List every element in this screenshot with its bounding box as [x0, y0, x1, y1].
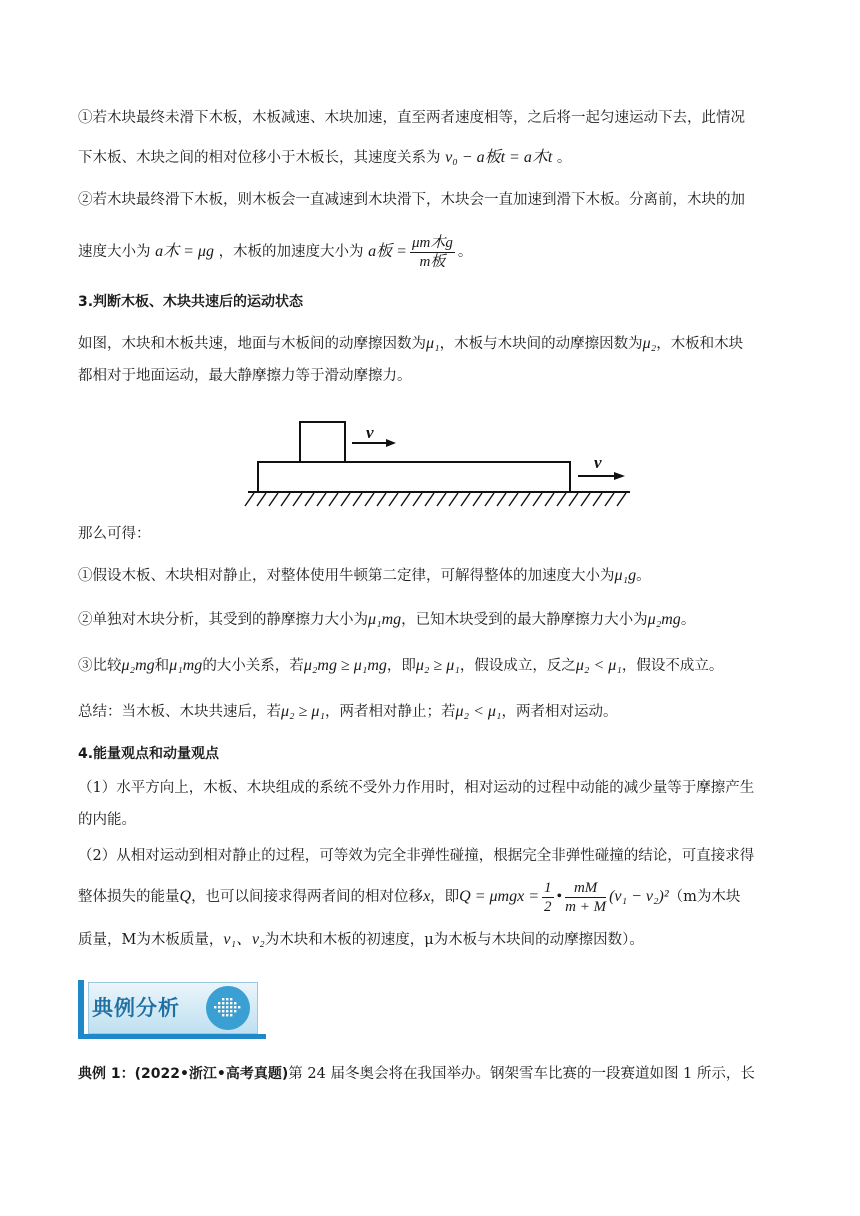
icon-dot [226, 1010, 228, 1012]
banner-left-bar [78, 980, 84, 1039]
mu2-symbol: μ₂ [642, 335, 657, 352]
section4-p1-line1: （1）水平方向上，木板、木块组成的系统不受外力作用时，相对运动的过程中动能的减少量等于摩擦产生 [78, 780, 755, 796]
item3-formula5: μ₂ < μ₁ [575, 657, 622, 674]
item2-formula2: μ₂mg [647, 611, 681, 628]
p2-text-a: 整体损失的能量 [78, 889, 180, 905]
hatch-line [425, 493, 434, 506]
icon-dot [226, 998, 228, 1000]
p2-text-c: ，即 [430, 889, 460, 905]
hatch-line [497, 493, 506, 506]
section3-p2: 都相对于地面运动，最大静摩擦力等于滑动摩擦力。 [78, 368, 412, 384]
item2-end: 。 [680, 612, 696, 628]
hatch-line [293, 493, 302, 506]
summary-formula1: μ₂ ≥ μ₁ [281, 703, 325, 720]
icon-dot [222, 1006, 224, 1008]
half-numerator: 1 [544, 879, 552, 896]
p2-note: （m为木块 [668, 889, 741, 905]
item3 [78, 656, 788, 676]
item1-end: 。 [636, 568, 651, 584]
hatch-line [269, 493, 278, 506]
section4-p2-line1: （2）从相对运动到相对静止的过程，可等效为完全非弹性碰撞，根据完全非弹性碰撞的结论，可直接求得 [78, 848, 755, 864]
item3-text-b: 和 [154, 658, 170, 674]
para2-text-a: 速度大小为 [78, 244, 151, 260]
summary-text-b: ，两者相对静止；若 [324, 704, 456, 720]
hatch-line [353, 493, 362, 506]
icon-dot [230, 998, 232, 1000]
p2-line3-text-b: 为木块和木板的初速度，μ为木板与木块间的动摩擦因数）。 [264, 932, 644, 948]
icon-dot [226, 1006, 228, 1008]
section4-p2-line2 [78, 876, 788, 918]
mass-fraction [565, 879, 606, 916]
icon-dot [230, 1002, 232, 1004]
example-analysis-banner [78, 980, 266, 1042]
icon-dot [222, 1014, 224, 1016]
displacement-symbol: x [423, 888, 431, 905]
hatch-line [329, 493, 338, 506]
example1-line [78, 1064, 788, 1084]
item3-text-e: ，假设成立，反之 [459, 658, 576, 674]
para1-text: 下木板、木块之间的相对位移小于木板长，其速度关系为 [78, 150, 441, 166]
hatch-line [521, 493, 530, 506]
hatch-line [437, 493, 446, 506]
hatch-line [389, 493, 398, 506]
hatch-line [485, 493, 494, 506]
summary [78, 702, 788, 722]
summary-text-a: 总结：当木板、木块共速后，若 [78, 704, 281, 720]
para2-line2 [78, 232, 788, 272]
item3-formula2: μ₁mg [169, 657, 203, 674]
hatch-line [569, 493, 578, 506]
icon-dot [222, 1010, 224, 1012]
item1-text: ①假设木板、木块相对静止，对整体使用牛顿第二定律，可解得整体的加速度大小为 [78, 568, 615, 584]
energy-formula-lhs: Q = μmgx = [459, 888, 540, 905]
velocity-relation-formula: v₀ − a板t = a木t [445, 149, 553, 166]
example1-text: 第 24 届冬奥会将在我国举办。钢架雪车比赛的一段赛道如图 1 所示，长 [288, 1066, 755, 1082]
icon-dot [218, 1006, 220, 1008]
hatch-line [449, 493, 458, 506]
banner-underline [78, 1034, 266, 1039]
board-velocity-arrowhead [614, 472, 625, 480]
icon-dot [214, 1006, 216, 1008]
hatch-line [593, 493, 602, 506]
board-acceleration-fraction [410, 234, 455, 271]
example1-label: 典例 1：(2022•浙江•高考真题) [78, 1066, 289, 1082]
icon-dot [230, 1010, 232, 1012]
icon-dot [230, 1014, 232, 1016]
para1-end: 。 [556, 150, 572, 166]
block-shape [300, 422, 345, 462]
para2-line1: ②若木块最终滑下木板，则木板会一直减速到木块滑下，木块会一直加速到滑下木板。分离前，木块的加 [78, 192, 745, 208]
hatch-line [365, 493, 374, 506]
item3-formula4: μ₂ ≥ μ₁ [415, 657, 460, 674]
para2-text-b: ，木板的加速度大小为 [218, 244, 364, 260]
item3-end: ，假设不成立。 [621, 658, 724, 674]
para2-end: 。 [457, 244, 473, 260]
icon-dot [234, 1002, 236, 1004]
icon-dot [226, 1014, 228, 1016]
block-velocity-arrowhead [386, 439, 396, 447]
item3-formula1: μ₂mg [121, 657, 155, 674]
para1-line1: ①若木块最终未滑下木板，木板减速、木块加速，直至两者速度相等，之后将一起匀速运动下去，此情况 [78, 110, 745, 126]
section3-heading: 3.判断木板、木块共速后的运动状态 [78, 294, 304, 310]
hatch-line [461, 493, 470, 506]
section3-p1-b: ，木板与木块间的动摩擦因数为 [439, 336, 643, 352]
item3-text-a: ③比较 [78, 658, 122, 674]
icon-dot [218, 1010, 220, 1012]
banner-title: 典例分析 [92, 996, 180, 1020]
section3-p1 [78, 334, 788, 354]
dot-grid-icon [206, 986, 250, 1030]
summary-formula2: μ₂ < μ₁ [455, 703, 502, 720]
hatch-line [317, 493, 326, 506]
summary-end: ，两者相对运动。 [501, 704, 618, 720]
icon-dot [226, 1002, 228, 1004]
hatch-line [377, 493, 386, 506]
hatch-line [533, 493, 542, 506]
hatch-line [617, 493, 626, 506]
hatch-line [245, 493, 254, 506]
initial-velocities: v₁、v₂ [223, 931, 265, 948]
hatch-line [401, 493, 410, 506]
icon-dot [234, 1006, 236, 1008]
item2 [78, 610, 788, 630]
board-velocity-label: v [594, 453, 602, 472]
hatch-line [413, 493, 422, 506]
section4-heading: 4.能量观点和动量观点 [78, 746, 220, 762]
hatch-line [305, 493, 314, 506]
icon-dot [238, 1006, 240, 1008]
item2-formula1: μ₁mg [368, 611, 402, 628]
hatch-line [473, 493, 482, 506]
icon-dot [218, 1002, 220, 1004]
board-block-diagram [240, 418, 640, 510]
p2-text-b: ，也可以间接求得两者间的相对位移 [191, 889, 424, 905]
multiply-dot: • [556, 888, 563, 905]
hatch-line [281, 493, 290, 506]
block-acceleration-formula: a木 = μg [155, 243, 214, 260]
section3-p1-c: ，木板和木块 [656, 336, 744, 352]
item1-formula: μ₁g [614, 567, 637, 584]
hatch-line [557, 493, 566, 506]
fraction-numerator: μm木g [411, 234, 453, 251]
section4-p2-line3 [78, 930, 788, 950]
icon-dot [222, 1002, 224, 1004]
icon-dot [230, 1006, 232, 1008]
ground-hatching [245, 493, 626, 506]
hatch-line [605, 493, 614, 506]
para1-line2 [78, 148, 788, 168]
icon-dot [234, 1010, 236, 1012]
board-acceleration-lhs: a板 = [368, 243, 407, 260]
section4-p1-line2: 的内能。 [78, 812, 136, 828]
hatch-line [545, 493, 554, 506]
board-shape [258, 462, 570, 492]
p2-line3-text-a: 质量，M为木板质量， [78, 932, 224, 948]
item1 [78, 566, 788, 586]
hatch-line [257, 493, 266, 506]
hatch-line [341, 493, 350, 506]
item3-text-c: 的大小关系，若 [202, 658, 304, 674]
hatch-line [581, 493, 590, 506]
mass-denominator: m + M [565, 898, 607, 915]
item2-text-a: ②单独对木块分析，其受到的静摩擦力大小为 [78, 612, 368, 628]
half-denominator: 2 [544, 898, 552, 915]
item3-text-d: ，即 [386, 658, 416, 674]
then-text: 那么可得： [78, 526, 151, 542]
half-fraction [542, 879, 554, 916]
block-velocity-label: v [366, 423, 374, 442]
item2-text-b: ，已知木块受到的最大静摩擦力大小为 [401, 612, 648, 628]
section3-p1-a: 如图，木块和木板共速，地面与木板间的动摩擦因数为 [78, 336, 426, 352]
fraction-denominator: m板 [419, 253, 446, 270]
item3-formula3: μ₂mg ≥ μ₁mg [303, 657, 387, 674]
mu1-symbol: μ₁ [426, 335, 440, 352]
velocity-difference-squared: (v₁ − v₂)² [609, 888, 669, 905]
mass-numerator: mM [565, 879, 606, 898]
hatch-line [509, 493, 518, 506]
energy-symbol: Q [179, 888, 192, 905]
icon-dot [222, 998, 224, 1000]
